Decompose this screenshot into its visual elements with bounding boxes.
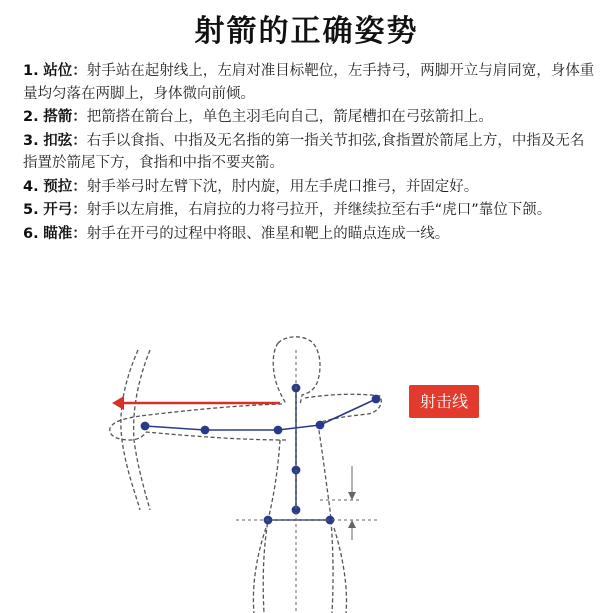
step-number: 2. [23, 109, 39, 125]
measure-arrows [348, 466, 356, 540]
step-item: 5. 开弓：射手以左肩推，右肩拉的力将弓拉开，并继续拉至右手“虎口”靠位下颌。 [23, 202, 552, 218]
step-text: 射手举弓时左臂下沈，肘内旋，用左手虎口推弓，并固定好。 [86, 178, 479, 195]
step-number: 5. [23, 202, 39, 218]
step-item: 3. 扣弦：右手以食指、中指及无名指的第一指关节扣弦,食指置於箭尾上方，中指及无名指置於箭尾下方，食指和中指不要夹箭。 [23, 132, 585, 171]
step-number: 4. [23, 178, 39, 195]
steps-list [23, 60, 595, 246]
step-term: 开弓 [43, 202, 73, 218]
step-item: 1. 站位：射手站在起射线上，左肩对准目标靶位，左手持弓，两脚开立与肩同宽，身体重量均匀落在两脚上，身体微向前倾。 [23, 63, 595, 102]
step-text: 右手以食指、中指及无名指的第一指关节扣弦,食指置於箭尾上方，中指及无名指置於箭尾下方，食指和中指不要夹箭。 [23, 132, 585, 171]
step-number: 1. [23, 63, 39, 79]
step-term: 站位 [43, 63, 73, 79]
step-text: 射手在开弓的过程中将眼、准星和靶上的瞄点连成一线。 [86, 225, 450, 242]
step-item: 4. 预拉：射手举弓时左臂下沈，肘内旋，用左手虎口推弓，并固定好。 [23, 178, 479, 195]
step-item: 6. 瞄准：射手在开弓的过程中将眼、准星和靶上的瞄点连成一线。 [23, 225, 450, 242]
step-term: 瞄准 [43, 225, 73, 242]
shooting-line-badge: 射击线 [409, 385, 479, 418]
step-text: 把箭搭在箭台上，单色主羽毛向自己，箭尾槽扣在弓弦箭扣上。 [86, 109, 493, 125]
step-term: 扣弦 [43, 132, 73, 149]
reference-markers [236, 350, 380, 613]
step-number: 6. [23, 225, 39, 242]
body-outline [110, 337, 382, 613]
step-term: 搭箭 [43, 109, 73, 125]
step-text: 射手站在起射线上，左肩对准目标靶位，左手持弓，两脚开立与肩同宽，身体重量均匀落在两脚上，身体微向前倾。 [23, 63, 595, 102]
step-item: 2. 搭箭：把箭搭在箭台上，单色主羽毛向自己，箭尾槽扣在弓弦箭扣上。 [23, 109, 493, 125]
arrow-pointer [112, 396, 280, 410]
step-number: 3. [23, 132, 39, 149]
archer-figure-illustration [0, 330, 613, 613]
step-text: 射手以左肩推，右肩拉的力将弓拉开，并继续拉至右手“虎口”靠位下颌。 [86, 202, 552, 218]
step-term: 预拉 [43, 178, 73, 195]
page-title: 射箭的正确姿势 [194, 14, 419, 49]
